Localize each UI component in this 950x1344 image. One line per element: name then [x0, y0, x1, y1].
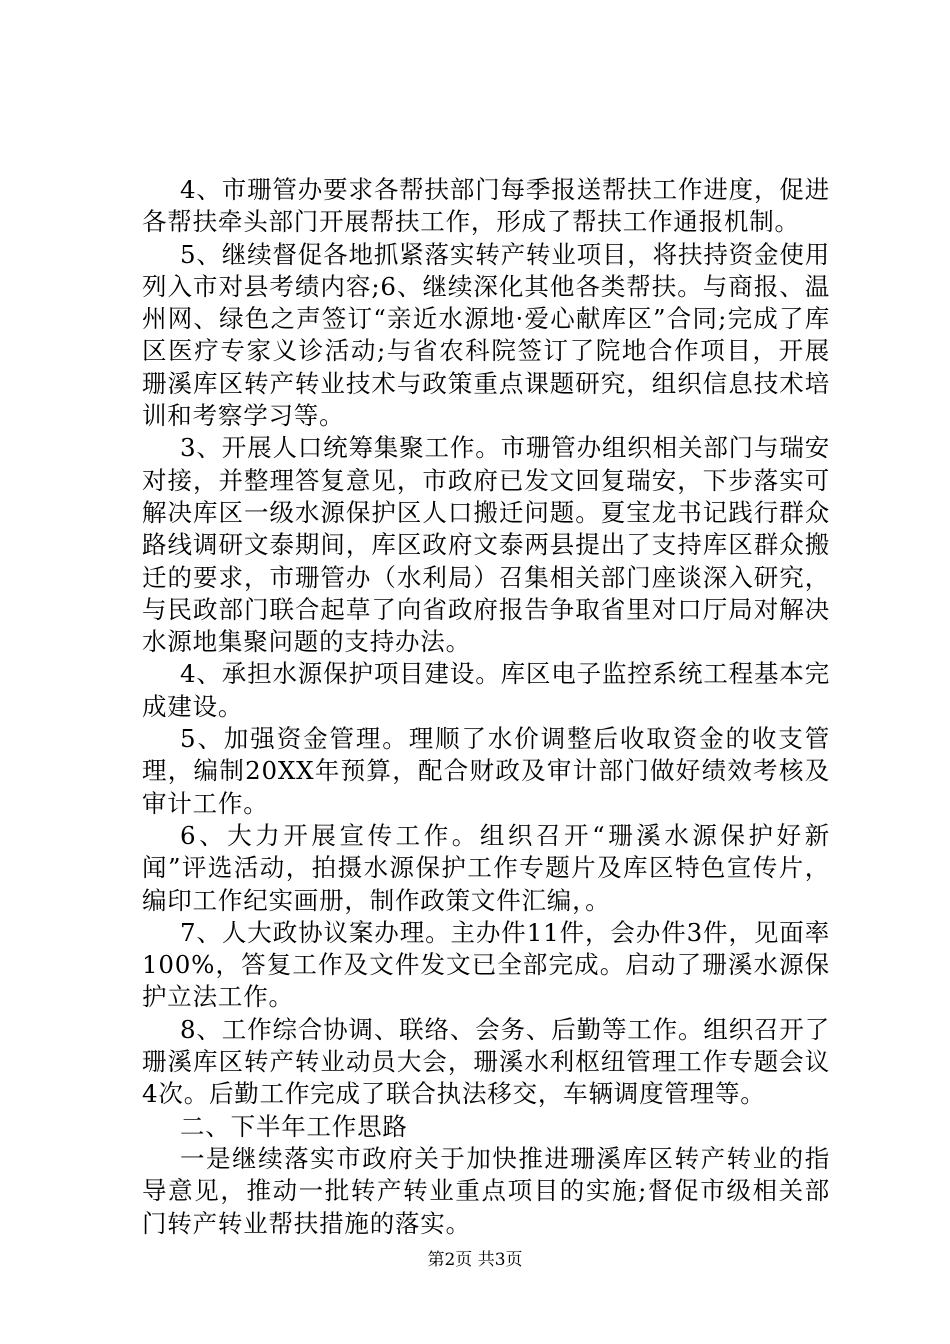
paragraph-item-5-projects: 5、继续督促各地抓紧落实转产转业项目，将扶持资金使用列入市对县考绩内容;6、继续深化其他各类帮扶。与商报、温州网、绿色之声签订“亲近水源地·爱心献库区”合同;完成了库区医疗专家义诊活动;与省农科院签订了院地合作项目，开展珊溪库区转产转业技术与政策重点课题研究，组织信息技术培训和考察学习等。: [142, 239, 830, 431]
document-body: [142, 174, 830, 1240]
paragraph-item-3-population: 3、开展人口统筹集聚工作。市珊管办组织相关部门与瑞安对接，并整理答复意见，市政府已发文回复瑞安，下步落实可解决库区一级水源保护区人口搬迁问题。夏宝龙书记践行群众路线调研文泰期间，库区政府文泰两县提出了支持库区群众搬迁的要求，市珊管办（水利局）召集相关部门座谈深入研究，与民政部门联合起草了向省政府报告争取省里对口厅局对解决水源地集聚问题的支持办法。: [142, 433, 830, 657]
paragraph-item-4-bulletin: 4、市珊管办要求各帮扶部门每季报送帮扶工作进度，促进各帮扶牵头部门开展帮扶工作，形成了帮扶工作通报机制。: [142, 175, 830, 237]
paragraph-item-5-funds: 5、加强资金管理。理顺了水价调整后收取资金的收支管理，编制20XX年预算，配合财政及审计部门做好绩效考核及审计工作。: [142, 724, 830, 818]
paragraph-plan-1: 一是继续落实市政府关于加快推进珊溪库区转产转业的指导意见，推动一批转产转业重点项目的实施;督促市级相关部门转产转业帮扶措施的落实。: [142, 1143, 830, 1238]
paragraph-item-7-proposals: 7、人大政协议案办理。主办件11件，会办件3件，见面率100%，答复工作及文件发文已全部完成。启动了珊溪水源保护立法工作。: [142, 917, 830, 1012]
section-heading: 二、下半年工作思路: [180, 1111, 408, 1141]
paragraph-item-6-publicity: 6、大力开展宣传工作。组织召开“珊溪水源保护好新闻”评选活动，拍摄水源保护工作专题片及库区特色宣传片，编印工作纪实画册，制作政策文件汇编，。: [142, 820, 830, 915]
page-number: 第2页 共3页: [427, 1250, 523, 1270]
paragraph-item-4-protection: 4、承担水源保护项目建设。库区电子监控系统工程基本完成建设。: [142, 659, 830, 721]
paragraph-item-8-coordination: 8、工作综合协调、联络、会务、后勤等工作。组织召开了珊溪库区转产转业动员大会，珊溪水利枢纽管理工作专题会议4次。后勤工作完成了联合执法移交，车辆调度管理等。: [142, 1014, 830, 1109]
